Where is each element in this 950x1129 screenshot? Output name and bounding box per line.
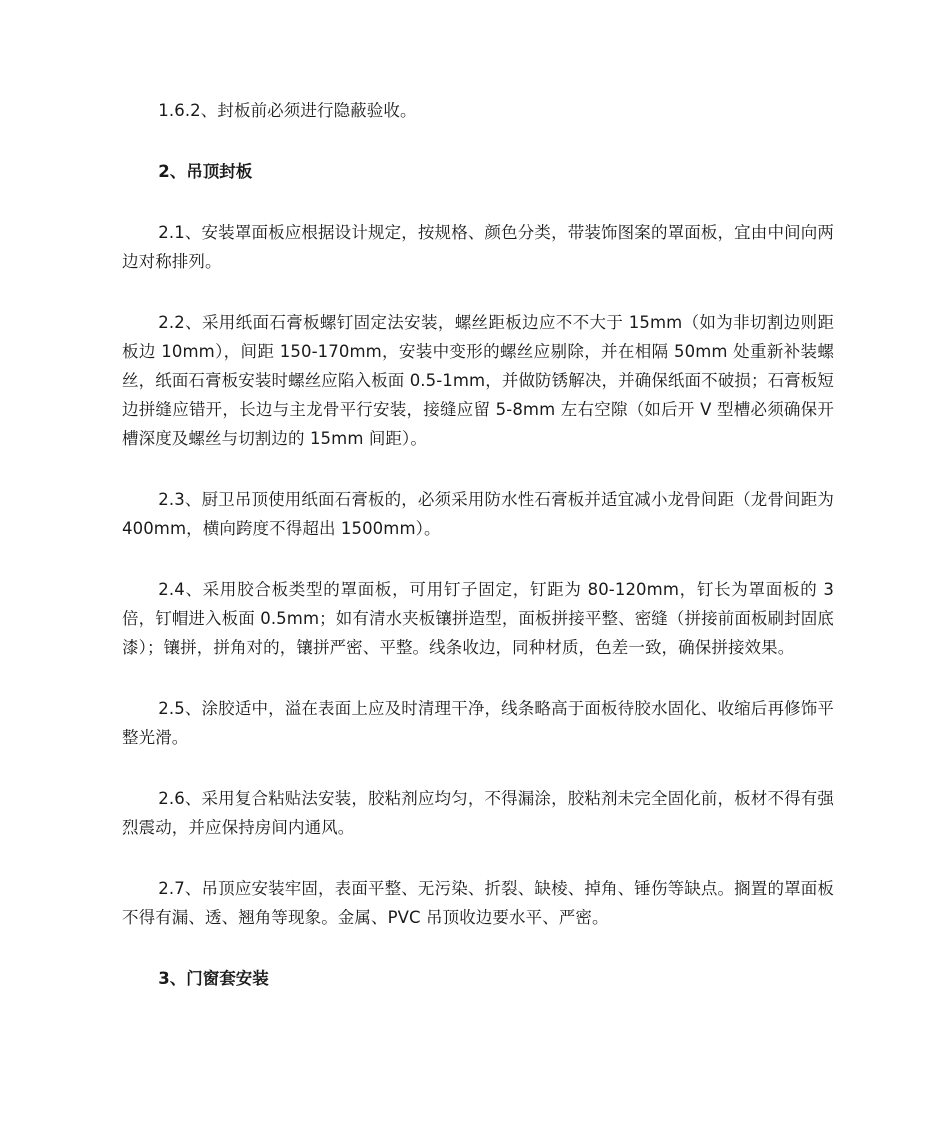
paragraph-2-2: 2.2、采用纸面石膏板螺钉固定法安装，螺丝距板边应不不大于 15mm（如为非切割边则距板边 10mm），间距 150-170mm，安装中变形的螺丝应剔除，并在相隔 50mm 处重新补装螺丝，纸面石膏板安装时螺丝应陷入板面 0.5-1mm，并做防锈解决，并确保纸面不破损；石膏板短边拼缝应错开，长边与主龙骨平行安装，接缝应留 5-8mm 左右空隙（如后开 V 型槽必须确保开槽深度及螺丝与切割边的 15mm 间距）。	[122, 313, 834, 448]
paragraph-2-4: 2.4、采用胶合板类型的罩面板，可用钉子固定，钉距为 80-120mm，钉长为罩面板的 3 倍，钉帽进入板面 0.5mm；如有清水夹板镶拼造型，面板拼接平整、密缝（拼接前面板刷封固底漆）；镶拼，拼角对的，镶拼严密、平整。线条收边，同种材质，色差一致，确保拼接效果。	[122, 580, 834, 657]
paragraph-1-6-2: 1.6.2、封板前必须进行隐蔽验收。	[158, 101, 417, 120]
section-heading-2: 2、吊顶封板	[158, 162, 253, 181]
paragraph-2-1: 2.1、安装罩面板应根据设计规定，按规格、颜色分类，带装饰图案的罩面板，宜由中间向两边对称排列。	[122, 223, 834, 271]
section-heading-3: 3、门窗套安装	[158, 969, 269, 988]
paragraph-2-3: 2.3、厨卫吊顶使用纸面石膏板的，必须采用防水性石膏板并适宜减小龙骨间距（龙骨间距为 400mm，横向跨度不得超出 1500mm）。	[122, 490, 834, 538]
paragraph-2-7: 2.7、吊顶应安装牢固，表面平整、无污染、折裂、缺棱、掉角、锤伤等缺点。搁置的罩面板不得有漏、透、翘角等现象。金属、PVC 吊顶收边要水平、严密。	[122, 879, 834, 927]
document-body	[122, 96, 834, 993]
paragraph-2-5: 2.5、涂胶适中，溢在表面上应及时清理干净，线条略高于面板待胶水固化、收缩后再修饰平整光滑。	[122, 699, 834, 747]
paragraph-2-6: 2.6、采用复合粘贴法安装，胶粘剂应均匀，不得漏涂，胶粘剂未完全固化前，板材不得有强烈震动，并应保持房间内通风。	[122, 789, 834, 837]
